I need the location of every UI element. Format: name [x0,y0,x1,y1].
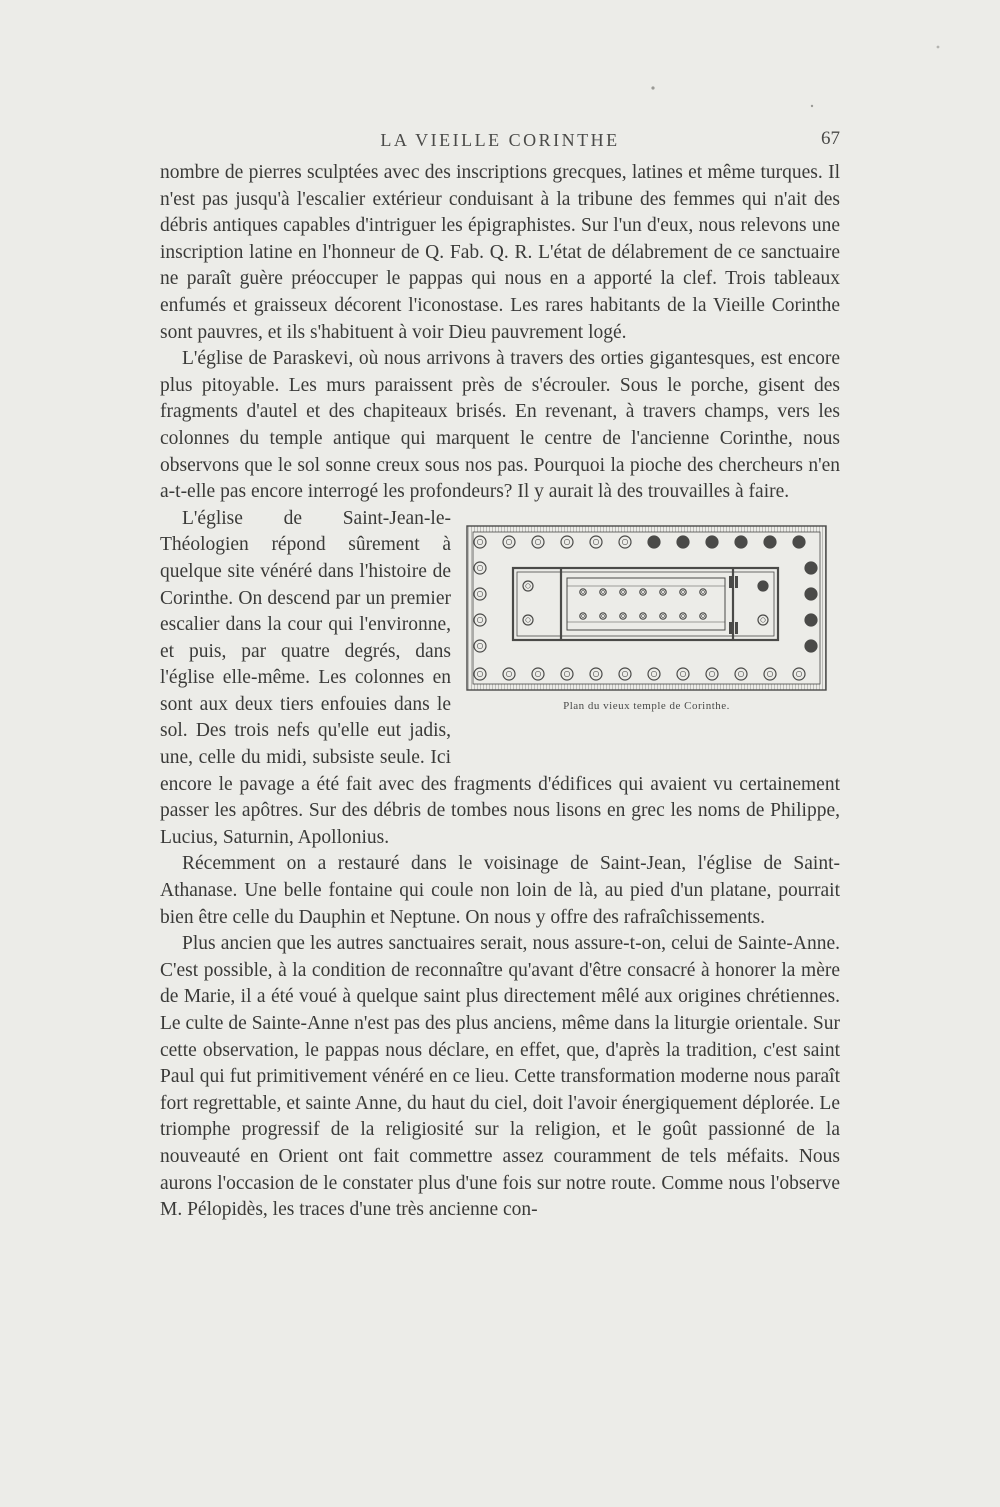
column-marker [660,613,666,619]
column-marker [474,588,486,600]
column-marker [793,536,805,548]
column-marker [619,536,631,548]
temple-plan-drawing [465,524,828,692]
column-marker [640,613,646,619]
paragraph-3: L'église de Saint-Jean-le-Théologien répond sûrement à quelque site vénéré dans l'histoire de Corinthe. On descend par un premier escalier dans la cour qui l'environne, et puis, par quatre degrés, dans l'église elle-même. Les colonnes en sont aux deux tiers enfouies dans le sol. Des trois nefs qu'elle eut jadis, une, celle du midi, subsiste seule. Ici encore le pavage a été fait avec des fragments d'édifices qui avaient vu certainement passer les apôtres. Sur des débris de tombes nous lisons en grec les noms de Philippe, Lucius, Saturnin, Apollonius. [160,507,840,848]
column-marker [600,589,606,595]
column-marker [580,613,586,619]
text-block [160,160,840,1224]
column-marker [700,589,706,595]
door-jamb [735,576,738,588]
paragraph-2: L'église de Paraskevi, où nous arrivons à travers des orties gigantesques, est encore plus pitoyable. Les murs paraissent près de s'écrouler. Sous le porche, gisent des fragments d'autel et des chapiteaux brisés. En revenant, à travers champs, vers les colonnes du temple antique qui marquent le centre de l'ancienne Corinthe, nous observons que le sol sonne creux sous nos pas. Pourquoi la pioche des chercheurs n'en a-t-elle pas encore interrogé les profondeurs? Il y aurait là des trouvailles à faire. [160,348,840,503]
door-jamb [735,622,738,634]
column-marker [503,536,515,548]
column-marker [700,613,706,619]
column-marker [503,668,515,680]
column-marker [474,640,486,652]
column-marker [735,536,747,548]
column-marker [561,536,573,548]
column-marker [474,614,486,626]
column-marker [648,668,660,680]
column-marker [680,589,686,595]
column-marker [648,536,660,548]
column-marker [805,562,817,574]
column-marker [532,668,544,680]
column-marker [758,615,768,625]
column-marker [764,536,776,548]
running-title: LA VIEILLE CORINTHE [380,130,620,150]
paragraph-1: nombre de pierres sculptées avec des inscriptions grecques, latines et même turques. Il n'est pas jusqu'à l'escalier extérieur conduisant à la tribune des femmes qui n'ait des débris antiques capables d'intriguer les épigraphistes. Sur l'un d'eux, nous relevons une inscription latine en l'honneur de Q. Fab. Q. R. L'état de délabrement de ce sanctuaire ne paraît guère préoccuper le pappas qui nous en a apporté la clef. Trois tableaux enfumés et graisseux décorent l'iconostase. Les rares habitants de la Vieille Corinthe sont pauvres, et ils s'habituent à voir Dieu pauvrement logé. [160,162,840,343]
column-marker [805,614,817,626]
running-head [160,128,840,156]
stylobate-inner [473,532,820,684]
door-jamb [729,622,732,634]
column-marker [677,668,689,680]
paragraph-4: Récemment on a restauré dans le voisinage de Saint-Jean, l'église de Saint-Athanase. Une belle fontaine qui coule non loin de là, au pied d'un platane, pourrait bien être celle du Dauphin et Neptune. On nous y offre des rafraîchissements. [160,853,840,928]
column-marker [620,589,626,595]
figure-caption: Plan du vieux temple de Corinthe. [563,699,730,712]
column-marker [680,613,686,619]
column-marker [660,589,666,595]
column-marker [532,536,544,548]
column-marker [590,536,602,548]
column-marker [640,589,646,595]
column-marker [620,613,626,619]
column-marker [474,536,486,548]
column-marker [474,562,486,574]
paper-speck [651,86,654,89]
column-marker [764,668,776,680]
column-marker [677,536,689,548]
column-marker [758,581,768,591]
column-marker [600,613,606,619]
column-marker [561,668,573,680]
column-marker [590,668,602,680]
column-marker [619,668,631,680]
page-number: 67 [821,128,840,149]
column-marker [706,668,718,680]
temple-plan-figure [465,524,843,748]
column-marker [580,589,586,595]
paragraph-5: Plus ancien que les autres sanctuaires serait, nous assure-t-on, celui de Sainte-Anne. C'est possible, à la condition de reconnaître qu'avant d'être consacré à honorer la mère de Marie, il a été voué à quelque saint plus directement mêlé aux origines chrétiennes. Le culte de Sainte-Anne n'est pas des plus anciens, même dans la liturgie orientale. Sur cette observation, le pappas nous déclare, en effet, que, d'après la tradition, c'est saint Paul qui fut primitivement vénéré en ce lieu. Cette transformation moderne nous paraît fort regrettable, et sainte Anne, du haut du ciel, doit l'avoir énergiquement déplorée. Le triomphe progressif de la religiosité sur la religion, et le goût passionné de la nouveauté en Orient ont fait commettre assez couramment de tels méfaits. Nous aurons l'occasion de le constater plus d'une fois sur notre route. Comme nous l'observe M. Pélopidès, les traces d'une très ancienne con- [160,933,840,1221]
column-marker [805,588,817,600]
paper-speck [811,105,813,107]
column-marker [523,615,533,625]
column-marker [706,536,718,548]
paper-speck [937,46,940,49]
column-marker [805,640,817,652]
column-marker [474,668,486,680]
column-marker [793,668,805,680]
door-jamb [729,576,732,588]
column-marker [735,668,747,680]
column-marker [523,581,533,591]
